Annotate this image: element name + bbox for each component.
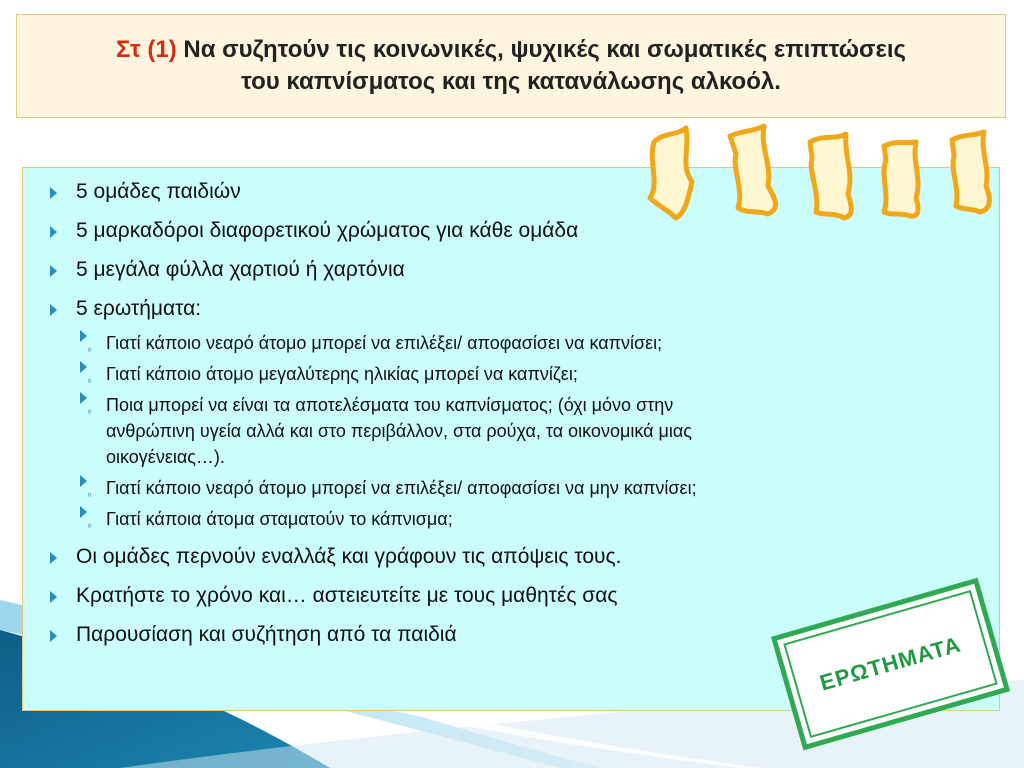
list-item-text: 5 ερωτήματα: [76, 297, 202, 320]
list-item-text: Παρουσίαση και συζήτηση από τα παιδιά [76, 623, 457, 646]
sub-list-item [76, 330, 950, 356]
sub-list-item-text: Γιατί κάποιο νεαρό άτομο μπορεί να επιλέξει/ αποφασίσει να μην καπνίσει; [106, 478, 697, 498]
list-item-text: Κρατήστε το χρόνο και… αστειευτείτε με τους μαθητές σας [76, 584, 618, 607]
title-line-2: του καπνίσματος και της κατανάλωσης αλκοόλ. [241, 68, 781, 95]
circle-outline-icon: ◦ [80, 330, 87, 342]
list-item [50, 256, 950, 284]
triangle-right-icon [50, 187, 57, 199]
triangle-right-icon [50, 304, 57, 316]
circle-outline-icon: ◦ [80, 475, 87, 487]
stamp-label: ΕΡΩΤΗΜΑΤΑ [817, 631, 964, 696]
title-box [16, 14, 1006, 118]
sub-list-item-text: ανθρώπινη υγεία αλλά και στο περιβάλλον, στα ρούχα, τα οικονομικά μιας [106, 421, 692, 441]
triangle-right-icon [50, 552, 57, 564]
sub-list-item [76, 475, 950, 501]
sub-list [76, 330, 950, 532]
slide-title [86, 34, 936, 98]
list-item [50, 582, 950, 610]
list-item-text: Οι ομάδες περνούν εναλλάξ και γράφουν τις απόψεις τους. [76, 545, 622, 568]
bullet-list [50, 178, 950, 660]
sub-list-item [76, 361, 950, 387]
sub-list-item-text: Γιατί κάποιο άτομο μεγαλύτερης ηλικίας μπορεί να καπνίζει; [106, 364, 578, 384]
title-prefix: Στ (1) [116, 36, 177, 63]
triangle-right-icon [50, 630, 57, 642]
sub-list-item-text: Γιατί κάποιο νεαρό άτομο μπορεί να επιλέξει/ αποφασίσει να καπνίσει; [106, 333, 663, 353]
sub-list-item [76, 392, 950, 470]
list-item-text: 5 μεγάλα φύλλα χαρτιού ή χαρτόνια [76, 258, 405, 281]
circle-outline-icon: ◦ [80, 361, 87, 373]
triangle-right-icon [50, 226, 57, 238]
triangle-right-icon [50, 265, 57, 277]
circle-outline-icon: ◦ [80, 392, 87, 404]
list-item [50, 295, 950, 532]
sub-list-item [76, 506, 950, 532]
sub-list-item-text: Ποια μπορεί να είναι τα αποτελέσματα του καπνίσματος; (όχι μόνο στην [106, 395, 674, 415]
sub-list-item-text: Γιατί κάποια άτομα σταματούν το κάπνισμα; [106, 509, 453, 529]
list-item-text: 5 ομάδες παιδιών [76, 180, 241, 203]
list-item [50, 543, 950, 571]
triangle-right-icon [50, 591, 57, 603]
list-item [50, 217, 950, 245]
circle-outline-icon: ◦ [80, 506, 87, 518]
sub-list-item-text: οικογένειας…). [106, 447, 225, 467]
title-line-1: Να συζητούν τις κοινωνικές, ψυχικές και σωματικές επιπτώσεις [183, 36, 906, 63]
list-item-text: 5 μαρκαδόροι διαφορετικού χρώματος για κάθε ομάδα [76, 219, 579, 242]
list-item [50, 178, 950, 206]
paper-sheet-icon [952, 132, 989, 212]
